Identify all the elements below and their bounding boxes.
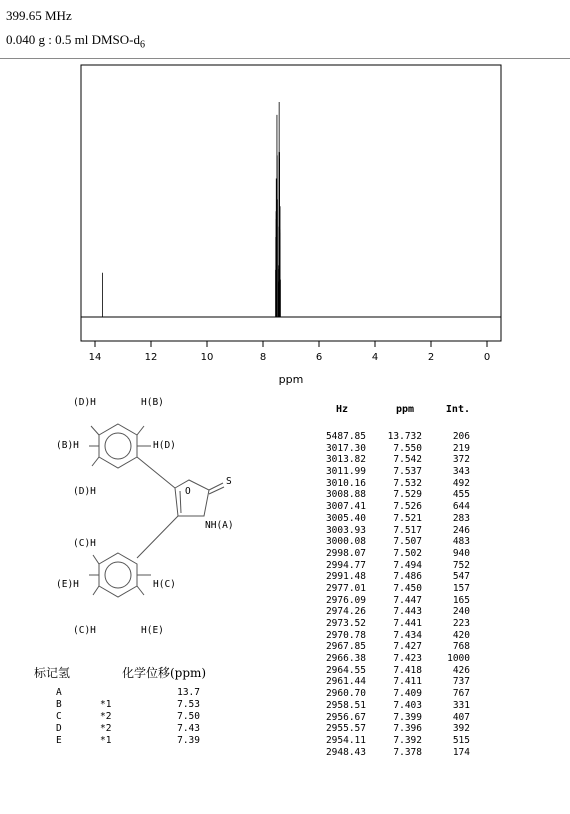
sample-subscript: 6 bbox=[139, 39, 145, 51]
peak-row bbox=[310, 560, 470, 572]
assign-label: E bbox=[56, 735, 62, 746]
assignment-row bbox=[34, 735, 206, 747]
peak-hz: 3003.93 bbox=[325, 524, 366, 536]
x-axis-label: ppm bbox=[278, 373, 304, 386]
assignment-row bbox=[34, 687, 206, 699]
atom-label-d-bottom: (D)H bbox=[73, 486, 96, 497]
peak-int: 165 bbox=[452, 594, 470, 606]
peak-row bbox=[310, 548, 470, 560]
peak-int: 223 bbox=[452, 618, 470, 629]
peak-hz: 2994.77 bbox=[325, 559, 366, 571]
peak-list-table bbox=[310, 404, 470, 758]
peak-hz: 2966.38 bbox=[325, 653, 366, 665]
assign-mark: *1 bbox=[100, 699, 112, 710]
peak-hz: 3017.30 bbox=[325, 442, 366, 454]
peak-hz: 2973.52 bbox=[325, 618, 366, 629]
peak-ppm: 7.396 bbox=[393, 723, 422, 735]
peak-row bbox=[310, 583, 470, 595]
atom-label-e-left: (E)H bbox=[56, 579, 79, 590]
peak-int: 392 bbox=[452, 723, 470, 735]
peak-table-body bbox=[310, 431, 470, 758]
peak-ppm: 13.732 bbox=[387, 431, 422, 442]
peak-row bbox=[310, 700, 470, 712]
peak-hz: 2974.26 bbox=[325, 606, 366, 618]
atom-label-d-top: (D)H bbox=[73, 397, 96, 408]
x-tick-label: 12 bbox=[144, 352, 158, 363]
x-tick-label: 4 bbox=[371, 352, 379, 363]
peak-row bbox=[310, 536, 470, 548]
peak-hz: 2956.67 bbox=[325, 711, 366, 723]
x-tick-label: 8 bbox=[259, 352, 267, 363]
assignment-header-label: 标记氢 bbox=[34, 666, 71, 680]
peak-row bbox=[310, 454, 470, 466]
molecule-structure bbox=[40, 395, 280, 645]
peak-row bbox=[310, 618, 470, 630]
atom-label-sulfur: S bbox=[226, 476, 232, 487]
peak-int: 644 bbox=[452, 501, 470, 513]
assignment-row bbox=[34, 723, 206, 735]
x-tick-label: 14 bbox=[88, 352, 102, 363]
atom-label-b-top: H(B) bbox=[141, 397, 164, 408]
peak-row bbox=[310, 443, 470, 455]
peak-ppm: 7.450 bbox=[393, 582, 422, 594]
peak-ppm: 7.403 bbox=[393, 699, 422, 711]
header-int: Int. bbox=[445, 404, 470, 415]
peak-row bbox=[310, 641, 470, 653]
peak-ppm: 7.550 bbox=[393, 442, 422, 454]
peak-hz: 2961.44 bbox=[325, 676, 366, 688]
peak-hz: 2976.09 bbox=[325, 594, 366, 606]
peak-row bbox=[310, 723, 470, 735]
peak-int: 940 bbox=[452, 547, 470, 559]
peak-hz: 2948.43 bbox=[325, 746, 366, 758]
peak-ppm: 7.434 bbox=[393, 629, 422, 641]
peak-int: 407 bbox=[452, 711, 470, 723]
peak-hz: 2955.57 bbox=[325, 723, 366, 735]
assign-label: A bbox=[56, 687, 62, 698]
peak-row bbox=[310, 489, 470, 501]
header-ppm: ppm bbox=[395, 404, 414, 415]
peak-row bbox=[310, 431, 470, 443]
atom-label-oxygen: O bbox=[185, 486, 191, 497]
peak-hz: 2954.11 bbox=[325, 734, 366, 746]
peak-row bbox=[310, 653, 470, 665]
peak-row bbox=[310, 525, 470, 537]
assign-mark: *2 bbox=[100, 723, 112, 734]
peak-int: 768 bbox=[452, 641, 470, 653]
peak-ppm: 7.521 bbox=[393, 512, 422, 524]
peak-ppm: 7.399 bbox=[393, 711, 422, 723]
assign-shift: 13.7 bbox=[177, 687, 200, 698]
assignment-header bbox=[34, 664, 206, 681]
plot-frame bbox=[81, 65, 501, 341]
peak-ppm: 7.526 bbox=[393, 501, 422, 513]
peak-hz: 3007.41 bbox=[325, 501, 366, 513]
assign-mark: *2 bbox=[100, 711, 112, 722]
spectrum-peaks bbox=[103, 102, 281, 317]
peak-hz: 2964.55 bbox=[325, 664, 366, 676]
peak-int: 767 bbox=[452, 688, 470, 700]
peak-row bbox=[310, 712, 470, 724]
peak-ppm: 7.441 bbox=[393, 618, 422, 629]
x-axis-ticks bbox=[89, 341, 491, 363]
peak-row bbox=[310, 630, 470, 642]
assign-label: B bbox=[56, 699, 62, 710]
peak-ppm: 7.411 bbox=[393, 676, 422, 688]
peak-ppm: 7.529 bbox=[393, 489, 422, 501]
peak-hz: 3013.82 bbox=[325, 454, 366, 466]
peak-int: 283 bbox=[452, 512, 470, 524]
sample-description bbox=[6, 32, 145, 51]
peak-int: 547 bbox=[452, 571, 470, 583]
peak-int: 492 bbox=[452, 477, 470, 489]
atom-label-b-left: (B)H bbox=[56, 440, 79, 451]
peak-row bbox=[310, 606, 470, 618]
peak-ppm: 7.423 bbox=[393, 653, 422, 665]
peak-ppm: 7.507 bbox=[393, 536, 422, 548]
x-tick-label: 0 bbox=[483, 352, 491, 363]
peak-int: 240 bbox=[452, 606, 470, 618]
peak-row bbox=[310, 665, 470, 677]
atom-label-c-right: H(C) bbox=[153, 579, 176, 590]
peak-ppm: 7.443 bbox=[393, 606, 422, 618]
peak-int: 420 bbox=[452, 629, 470, 641]
atom-label-c-top: (C)H bbox=[73, 538, 96, 549]
peak-int: 206 bbox=[452, 431, 470, 442]
peak-row bbox=[310, 513, 470, 525]
peak-row bbox=[310, 478, 470, 490]
peak-ppm: 7.409 bbox=[393, 688, 422, 700]
peak-ppm: 7.494 bbox=[393, 559, 422, 571]
peak-int: 1000 bbox=[447, 653, 470, 665]
assign-mark bbox=[100, 687, 130, 699]
peak-ppm: 7.532 bbox=[393, 477, 422, 489]
peak-table-header bbox=[310, 404, 470, 415]
spectrometer-frequency: 399.65 MHz bbox=[6, 8, 72, 23]
header-hz: Hz bbox=[335, 404, 348, 415]
assignment-table bbox=[34, 664, 206, 747]
assign-shift: 7.43 bbox=[177, 723, 200, 734]
atom-label-e-bottom: H(E) bbox=[141, 625, 164, 636]
peak-row bbox=[310, 747, 470, 759]
peak-ppm: 7.427 bbox=[393, 641, 422, 653]
assignment-row bbox=[34, 699, 206, 711]
atom-label-c-bottom: (C)H bbox=[73, 625, 96, 636]
peak-int: 752 bbox=[452, 559, 470, 571]
assign-mark: *1 bbox=[100, 735, 112, 746]
peak-ppm: 7.502 bbox=[393, 547, 422, 559]
peak-int: 343 bbox=[452, 466, 470, 478]
peak-hz: 2958.51 bbox=[325, 699, 366, 711]
upper-ring-aromatic-circle bbox=[105, 433, 131, 459]
peak-hz: 2991.48 bbox=[325, 571, 366, 583]
peak-hz: 3011.99 bbox=[325, 466, 366, 478]
peak-ppm: 7.418 bbox=[393, 664, 422, 676]
assignment-header-shift: 化学位移(ppm) bbox=[122, 666, 207, 680]
peak-ppm: 7.392 bbox=[393, 734, 422, 746]
peak-int: 174 bbox=[452, 746, 470, 758]
peak-hz: 3005.40 bbox=[325, 512, 366, 524]
peak-ppm: 7.542 bbox=[393, 454, 422, 466]
sample-text: 0.040 g : 0.5 ml DMSO-d bbox=[6, 32, 140, 47]
peak-ppm: 7.486 bbox=[393, 571, 422, 583]
x-tick-label: 2 bbox=[427, 352, 435, 363]
peak-int: 483 bbox=[452, 536, 470, 548]
peak-ppm: 7.447 bbox=[393, 594, 422, 606]
atom-label-d-right: H(D) bbox=[153, 440, 176, 451]
peak-int: 246 bbox=[452, 524, 470, 536]
peak-hz: 3000.08 bbox=[325, 536, 366, 548]
peak-int: 157 bbox=[452, 582, 470, 594]
peak-int: 372 bbox=[452, 454, 470, 466]
peak-hz: 3008.88 bbox=[325, 489, 366, 501]
peak-row bbox=[310, 676, 470, 688]
header-divider bbox=[0, 58, 570, 59]
atom-label-nh: NH(A) bbox=[205, 520, 234, 531]
peak-hz: 2967.85 bbox=[325, 641, 366, 653]
x-tick-label: 6 bbox=[315, 352, 323, 363]
assign-shift: 7.50 bbox=[177, 711, 200, 722]
peak-int: 219 bbox=[452, 442, 470, 454]
peak-int: 455 bbox=[452, 489, 470, 501]
nmr-spectrum-chart bbox=[60, 62, 505, 392]
peak-row bbox=[310, 571, 470, 583]
assign-shift: 7.53 bbox=[177, 699, 200, 710]
peak-hz: 3010.16 bbox=[325, 477, 366, 489]
lower-ring-aromatic-circle bbox=[105, 562, 131, 588]
assignment-row bbox=[34, 711, 206, 723]
peak-hz: 5487.85 bbox=[325, 431, 366, 442]
peak-hz: 2970.78 bbox=[325, 629, 366, 641]
x-tick-label: 10 bbox=[200, 352, 214, 363]
assignment-body bbox=[34, 687, 206, 747]
peak-int: 331 bbox=[452, 699, 470, 711]
peak-ppm: 7.517 bbox=[393, 524, 422, 536]
peak-ppm: 7.378 bbox=[393, 746, 422, 758]
peak-row bbox=[310, 466, 470, 478]
peak-hz: 2960.70 bbox=[325, 688, 366, 700]
assign-label: D bbox=[56, 723, 62, 734]
peak-row bbox=[310, 501, 470, 513]
peak-ppm: 7.537 bbox=[393, 466, 422, 478]
peak-hz: 2977.01 bbox=[325, 582, 366, 594]
peak-row bbox=[310, 595, 470, 607]
peak-int: 426 bbox=[452, 664, 470, 676]
peak-hz: 2998.07 bbox=[325, 547, 366, 559]
peak-int: 737 bbox=[452, 676, 470, 688]
peak-row bbox=[310, 735, 470, 747]
assign-label: C bbox=[56, 711, 62, 722]
assign-shift: 7.39 bbox=[177, 735, 200, 746]
peak-row bbox=[310, 688, 470, 700]
peak-int: 515 bbox=[452, 734, 470, 746]
